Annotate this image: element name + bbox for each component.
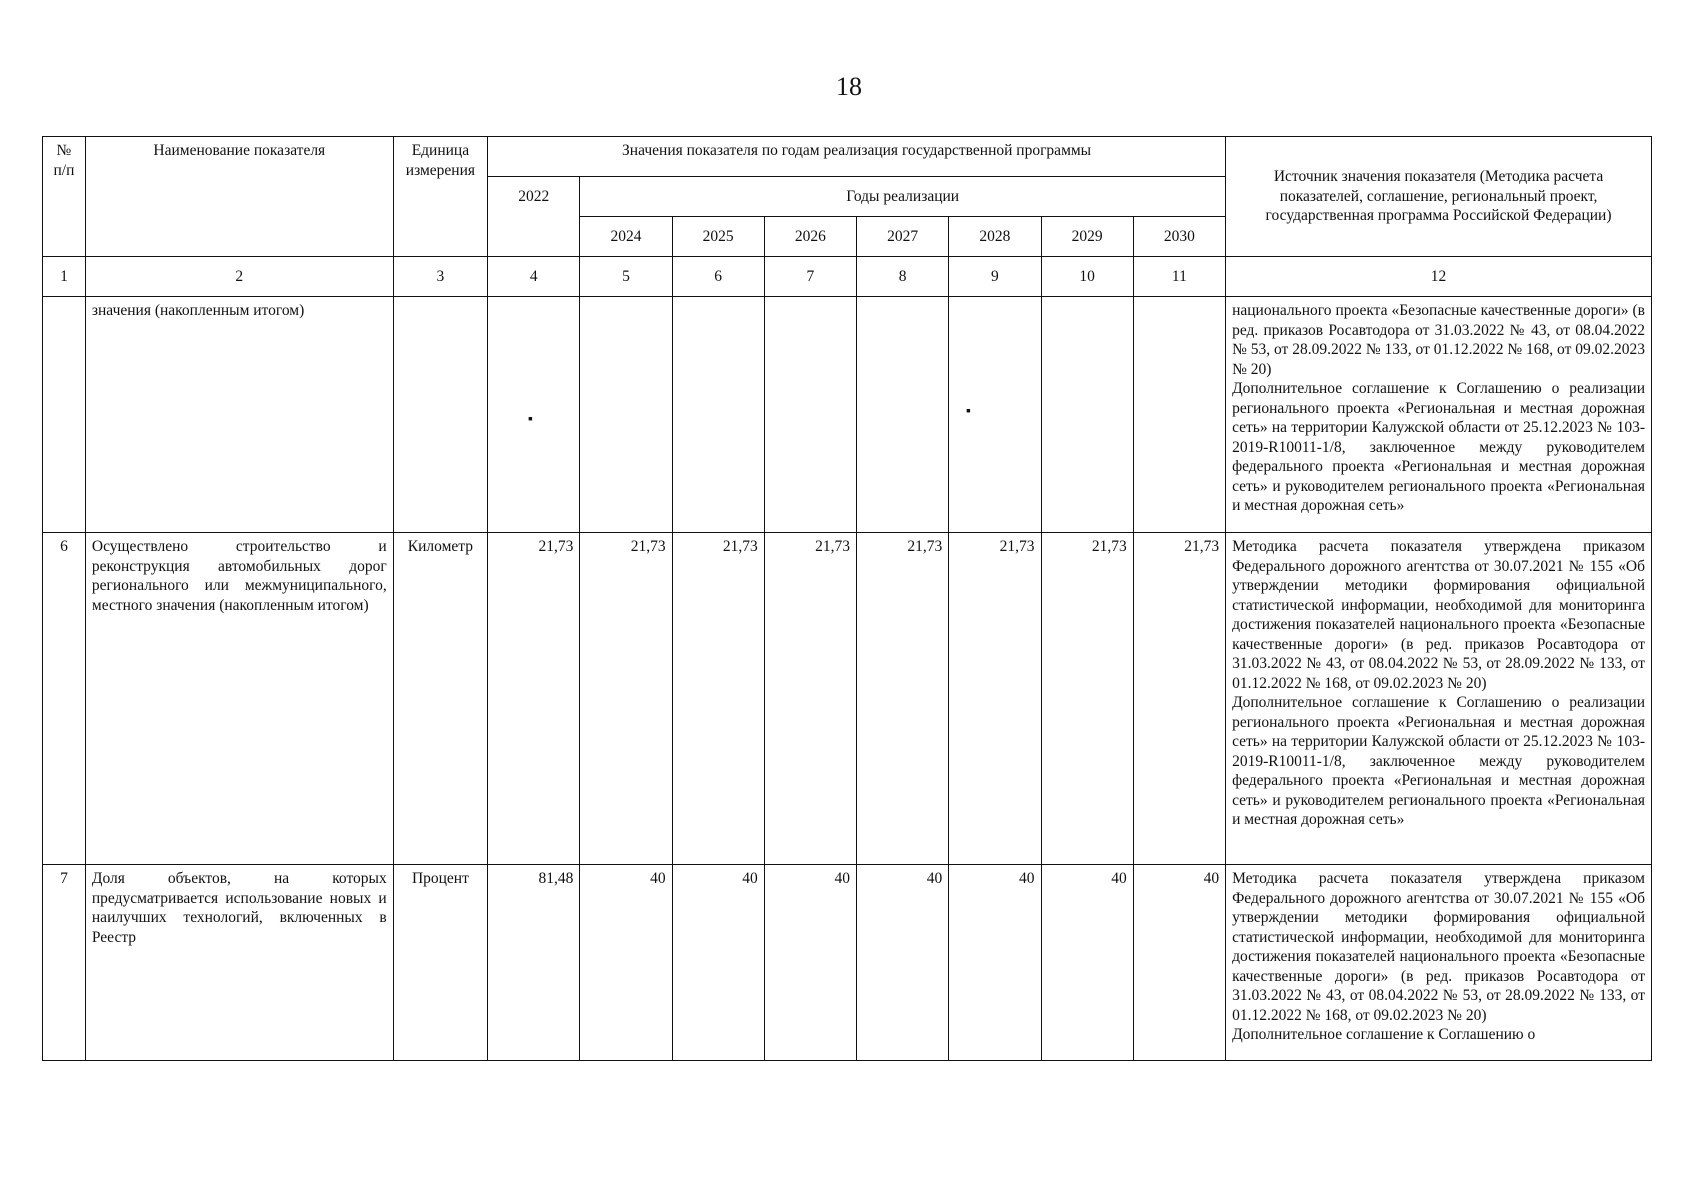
row-source bbox=[1226, 533, 1652, 865]
column-number: 2 bbox=[85, 257, 393, 297]
row-num: 6 bbox=[43, 533, 86, 865]
column-number: 8 bbox=[857, 257, 949, 297]
row-value bbox=[857, 297, 949, 533]
table-row bbox=[43, 297, 1652, 533]
row-value: 21,73 bbox=[672, 533, 764, 865]
row-value: 21,73 bbox=[1041, 533, 1133, 865]
row-value bbox=[488, 297, 580, 533]
header-years-group: Годы реализации bbox=[580, 177, 1226, 217]
column-number: 10 bbox=[1041, 257, 1133, 297]
header-year: 2027 bbox=[857, 217, 949, 257]
row-value: 21,73 bbox=[857, 533, 949, 865]
row-value: 40 bbox=[580, 865, 672, 1061]
header-year: 2029 bbox=[1041, 217, 1133, 257]
source-paragraph: национального проекта «Безопасные качественные дороги» (в ред. приказов Росавтодора от 31.03.2022 № 43, от 08.04.2022 № 53, от 28.09.2022 № 133, от 01.12.2022 № 168, от 09.02.2023 № 20) bbox=[1232, 302, 1645, 378]
row-value bbox=[1041, 297, 1133, 533]
column-number: 3 bbox=[393, 257, 487, 297]
column-number: 4 bbox=[488, 257, 580, 297]
header-year: 2025 bbox=[672, 217, 764, 257]
row-num: 7 bbox=[43, 865, 86, 1061]
row-name: значения (накопленным итогом) bbox=[85, 297, 393, 533]
scan-speck: ▪ bbox=[966, 404, 971, 419]
row-value: 40 bbox=[1133, 865, 1225, 1061]
row-unit bbox=[393, 297, 487, 533]
row-source bbox=[1226, 297, 1652, 533]
row-value bbox=[672, 297, 764, 533]
row-value: 21,73 bbox=[949, 533, 1041, 865]
row-value: 21,73 bbox=[1133, 533, 1225, 865]
column-number: 7 bbox=[764, 257, 856, 297]
row-value: 40 bbox=[1041, 865, 1133, 1061]
row-unit: Процент bbox=[393, 865, 487, 1061]
indicators-table bbox=[42, 136, 1652, 1061]
header-unit: Единица измерения bbox=[393, 137, 487, 257]
header-values-group: Значения показателя по годам реализация государственной программы bbox=[488, 137, 1226, 177]
header-num: № п/п bbox=[43, 137, 86, 257]
row-value bbox=[764, 297, 856, 533]
row-unit: Километр bbox=[393, 533, 487, 865]
table-row bbox=[43, 865, 1652, 1061]
source-paragraph: Методика расчета показателя утверждена приказом Федерального дорожного агентства от 30.07.2021 № 155 «Об утверждении методики формирования официальной статистической информации, необходимой для мониторинга достижения показателей национального проекта «Безопасные качественные дороги» (в ред. приказов Росавтодора от 31.03.2022 № 43, от 08.04.2022 № 53, от 28.09.2022 № 133, от 01.12.2022 № 168, от 09.02.2023 № 20) bbox=[1232, 870, 1645, 1024]
row-value: 21,73 bbox=[488, 533, 580, 865]
header-year: 2028 bbox=[949, 217, 1041, 257]
page-number: 18 bbox=[836, 72, 862, 101]
header-year: 2024 bbox=[580, 217, 672, 257]
source-paragraph: Дополнительное соглашение к Соглашению о bbox=[1232, 1026, 1536, 1043]
row-value: 81,48 bbox=[488, 865, 580, 1061]
row-value: 40 bbox=[764, 865, 856, 1061]
row-value bbox=[1133, 297, 1225, 533]
row-value: 21,73 bbox=[764, 533, 856, 865]
row-value: 40 bbox=[672, 865, 764, 1061]
row-value: 21,73 bbox=[580, 533, 672, 865]
column-number: 9 bbox=[949, 257, 1041, 297]
column-number: 12 bbox=[1226, 257, 1652, 297]
source-paragraph: Методика расчета показателя утверждена приказом Федерального дорожного агентства от 30.07.2021 № 155 «Об утверждении методики формирования официальной статистической информации, необходимой для мониторинга достижения показателей национального проекта «Безопасные качественные дороги» (в ред. приказов Росавтодора от 31.03.2022 № 43, от 08.04.2022 № 53, от 28.09.2022 № 133, от 01.12.2022 № 168, от 09.02.2023 № 20) bbox=[1232, 538, 1645, 692]
row-value bbox=[580, 297, 672, 533]
row-value: 40 bbox=[857, 865, 949, 1061]
table-row bbox=[43, 533, 1652, 865]
header-base-year: 2022 bbox=[488, 177, 580, 257]
source-paragraph: Дополнительное соглашение к Соглашению о реализации регионального проекта «Региональная и местная дорожная сеть» на территории Калужской области от 25.12.2023 № 103-2019-R10011-1/8, заключенное между руководителем федерального проекта «Региональная и местная дорожная сеть» и руководителем регионального проекта «Региональная и местная дорожная сеть» bbox=[1232, 380, 1645, 514]
row-source bbox=[1226, 865, 1652, 1061]
row-value bbox=[949, 297, 1041, 533]
row-value: 40 bbox=[949, 865, 1041, 1061]
column-number: 5 bbox=[580, 257, 672, 297]
row-num bbox=[43, 297, 86, 533]
row-name: Доля объектов, на которых предусматривается использование новых и наилучших технологий, включенных в Реестр bbox=[85, 865, 393, 1061]
row-name: Осуществлено строительство и реконструкция автомобильных дорог регионального или межмуниципального, местного значения (накопленным итогом) bbox=[85, 533, 393, 865]
scan-speck: ▪ bbox=[528, 412, 533, 427]
header-year: 2030 bbox=[1133, 217, 1225, 257]
header-name: Наименование показателя bbox=[85, 137, 393, 257]
column-number: 1 bbox=[43, 257, 86, 297]
column-number: 6 bbox=[672, 257, 764, 297]
source-paragraph: Дополнительное соглашение к Соглашению о реализации регионального проекта «Региональная и местная дорожная сеть» на территории Калужской области от 25.12.2023 № 103-2019-R10011-1/8, заключенное между руководителем федерального проекта «Региональная и местная дорожная сеть» и руководителем регионального проекта «Региональная и местная дорожная сеть» bbox=[1232, 694, 1645, 828]
header-source: Источник значения показателя (Методика расчета показателей, соглашение, региональный проект, государственная программа Российской Федерации) bbox=[1226, 137, 1652, 257]
header-year: 2026 bbox=[764, 217, 856, 257]
column-number: 11 bbox=[1133, 257, 1225, 297]
